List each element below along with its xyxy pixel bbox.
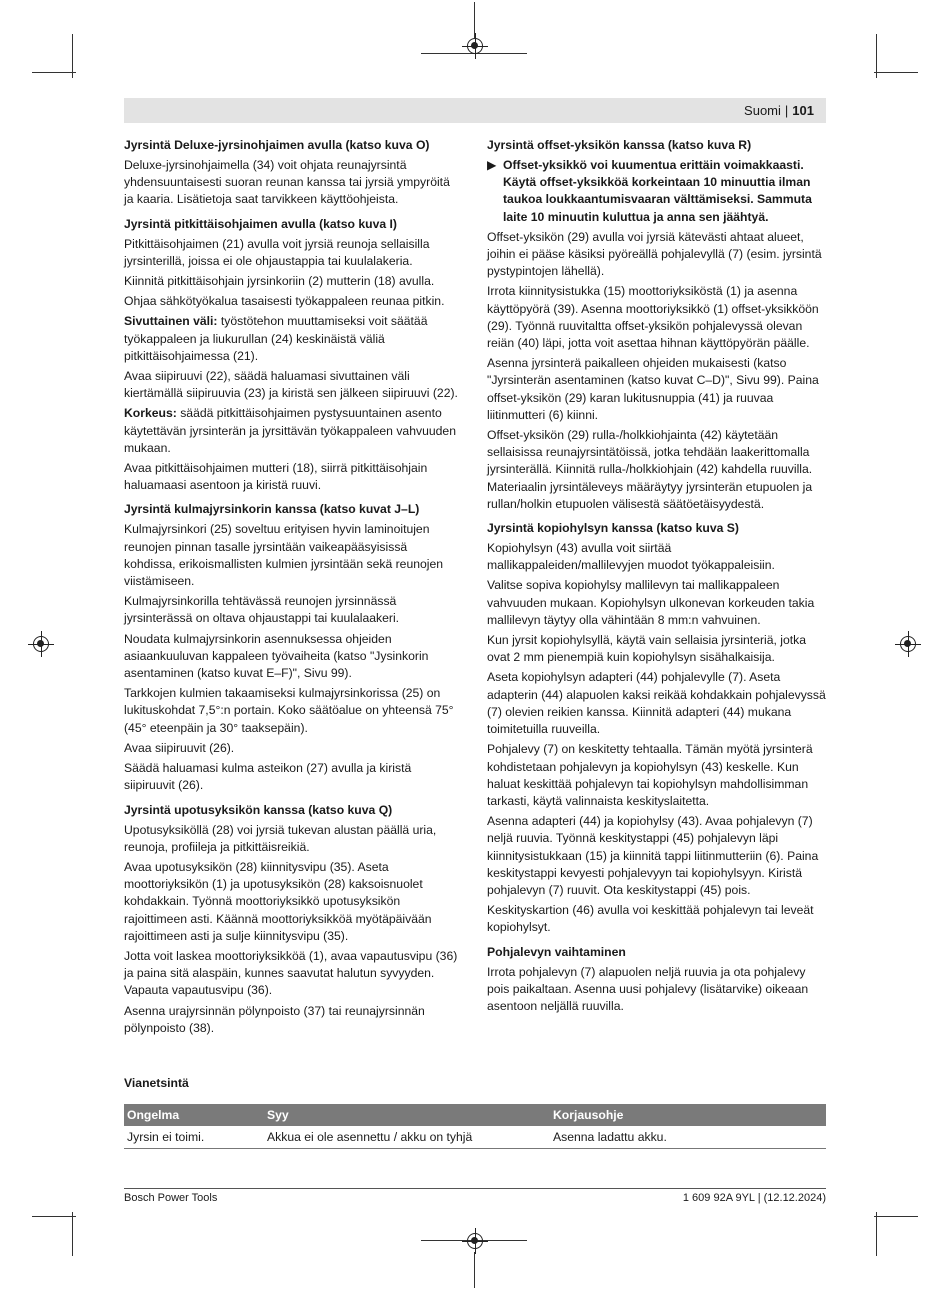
paragraph: Asenna jyrsinterä paikalleen ohjeiden mukaisesti (katso "Jyrsinterän asentaminen (katso kuvat C–D)", Sivu 99). Paina offset-yksikön (29) karan lukitusnuppia (41) ja ruuvaa liitinmutteri (6) kiinni.: [487, 356, 819, 422]
paragraph: Tarkkojen kulmien takaamiseksi kulmajyrsinkorissa (25) on lukituskohdat 7,5°:n portain. Koko säätöalue on yhteensä 75° (45° eteenpäin ja 30° taaksepäin).: [124, 686, 454, 735]
table-cell-solution: Asenna ladattu akku.: [550, 1126, 826, 1149]
section-title: Pohjalevyn vaihtaminen: [487, 944, 626, 959]
paragraph: Keskityskartion (46) avulla voi keskittää pohjalevyn tai leveät kopiohylsyt.: [487, 903, 814, 935]
section-title: Jyrsintä upotusyksikön kanssa (katso kuva Q): [124, 802, 393, 817]
paragraph: Pohjalevy (7) on keskitetty tehtaalla. Tämän myötä jyrsinterä kohdistetaan pohjalevyn ja kopiohylsyn (43) keskelle. Kun haluat keskittää pohjalevyn tai kopiohylsyn mahdollisimman tarkasti, käytä valinnaista keskityslaitetta.: [487, 742, 813, 808]
registration-mark-icon: [467, 38, 483, 54]
paragraph: Kopiohylsyn (43) avulla voit siirtää mallikappaleiden/mallilevyjen muodot työkappaleisiin.: [487, 541, 775, 573]
table-header-row: [124, 1104, 826, 1126]
paragraph: Aseta kopiohylsyn adapteri (44) pohjalevylle (7). Aseta adapterin (44) alapuolen kaksi reikää kohdakkain pohjalevyssä (7) olevien reikien kanssa. Kiinnitä adapteri (44) mukana toimitetuilla ruuveilla.: [487, 670, 826, 737]
paragraph: Pitkittäisohjaimen (21) avulla voit jyrsiä reunoja sellaisilla jyrsinterillä, joissa ei ole ohjaustappia tai kuulalakeria.: [124, 236, 430, 268]
paragraph: Avaa upotusyksikön (28) kiinnitysvipu (35). Aseta moottoriyksikön (1) ja upotusyksikön (28) kaksoisnuolet kohdakkain. Työnnä moottoriyksikkö upotusyksikön rajoittimeen asti. Käännä moottoriyksikköä myötäpäivään rajoittimeen asti ja sulje kiinnitysvipu (35).: [124, 859, 432, 943]
paragraph: Säädä haluamasi kulma asteikon (27) avulla ja kiristä siipiruuvit (26).: [124, 761, 412, 793]
paragraph-lead: Korkeus:: [124, 406, 177, 421]
footer-brand: Bosch Power Tools: [124, 1192, 218, 1204]
paragraph: Jotta voit laskea moottoriyksikköä (1), avaa vapautusvipu (36) ja paina sitä alaspäin, kunnes saavutat halutun syvyyden. Vapauta vapautusvipu (36).: [124, 948, 458, 998]
left-column: [124, 137, 458, 1040]
crop-mark: [32, 1216, 76, 1217]
paragraph: Avaa pitkittäisohjaimen mutteri (18), siirrä pitkittäisohjain haluamaasi asentoon ja kiristä ruuvi.: [124, 461, 428, 493]
section-title: Jyrsintä kulmajyrsinkorin kanssa (katso kuvat J–L): [124, 502, 420, 517]
crop-mark: [874, 72, 918, 73]
paragraph: Irrota kiinnitysistukka (15) moottoriyksiköstä (1) ja asenna käyttöpyörä (39). Asenna moottoriyksikkö (1) offset-yksikköön (29). Työnnä ruuvitaltta offset-yksikön pohjalevyssä olevan reiän (40) läpi, jotta voit asettaa hihnan käyttöpyörän päälle.: [487, 284, 819, 351]
paragraph-lead: Sivuttainen väli:: [124, 314, 218, 329]
warning-note: [487, 157, 826, 226]
bullet-triangle-icon: ▶: [487, 158, 497, 172]
paragraph-body: työstötehon muuttamiseksi voit säätää työkappaleen ja liukurullan (24) keskinäistä väliä pitkittäisohjaimessa (21).: [124, 314, 428, 363]
section-title: Jyrsintä pitkittäisohjaimen avulla (katso kuva I): [124, 216, 397, 231]
paragraph: Irrota pohjalevyn (7) alapuolen neljä ruuvia ja ota pohjalevy pois paikaltaan. Asenna uusi pohjalevy (lisätarvike) oikeaan asentoon neljällä ruuvilla.: [487, 964, 809, 1013]
paragraph: Avaa siipiruuvi (22), säädä haluamasi sivuttainen väli kiertämällä siipiruuvia (23) ja kiristä sen jälkeen siipiruuvi (22).: [124, 369, 458, 401]
crop-mark: [72, 1212, 73, 1256]
registration-mark-icon: [467, 1233, 483, 1249]
paragraph: Offset-yksikön (29) avulla voi jyrsiä kätevästi ahtaat alueet, joihin ei pääse käsiksi pyöreällä pohjalevyllä (7) (esim. jyrsintä pystypintojen lähellä).: [487, 229, 822, 279]
section-title: Jyrsintä offset-yksikön kanssa (katso kuva R): [487, 138, 752, 152]
column-header-solution: Korjausohje: [550, 1104, 826, 1126]
crop-mark: [874, 1216, 918, 1217]
paragraph: Kulmajyrsinkorilla tehtävässä reunojen jyrsinnässä jyrsinterässä on oltava ohjaustappi tai kuulalaakeri.: [124, 594, 400, 626]
page-number: 101: [792, 103, 814, 118]
troubleshooting-title: Vianetsintä: [124, 1076, 189, 1090]
paragraph: Kun jyrsit kopiohylsyllä, käytä vain sellaisia jyrsinteriä, jotka ovat 2 mm pienempiä kuin kopiohylsyn sisähalkaisija.: [487, 633, 807, 665]
paragraph: Ohjaa sähkötyökalua tasaisesti työkappaleen reunaa pitkin.: [124, 294, 445, 309]
troubleshooting-table: [124, 1104, 826, 1149]
paragraph: Offset-yksikön (29) rulla-/holkkiohjainta (42) käytetään sellaisissa reunajyrsintätöissä, jotka tehdään laakerittomalla jyrsinterällä. Kiinnitä rulla-/holkkiohjain (42) kahdella ruuvilla. Materiaalin jyrsintäleveys määräytyy jyrsinterän etupuolen ja rullan/holkin etupuolen välisestä säätöetäisyydestä.: [487, 428, 813, 511]
paragraph: Valitse sopiva kopiohylsy mallilevyn tai mallikappaleen vahvuuden mukaan. Kopiohylsyn ulkonevan korkeuden takia mallilevyn täytyy olla vähintään 8 mm:n vahvuinen.: [487, 578, 815, 627]
table-cell-cause: Akkua ei ole asennettu / akku on tyhjä: [264, 1126, 550, 1149]
paragraph: [124, 313, 458, 365]
column-header-problem: Ongelma: [124, 1104, 264, 1126]
table-row: [124, 1126, 826, 1149]
paragraph: Noudata kulmajyrsinkorin asennuksessa ohjeiden asiaankuuluvan kappaleen työvaiheita (katso "Jysinkorin asentaminen (katso kuvat E–F)", Sivu 99).: [124, 631, 429, 681]
paragraph: Upotusyksiköllä (28) voi jyrsiä tukevan alustan päällä uria, reunoja, profiileja ja pitkittäisreikiä.: [124, 822, 437, 854]
footer-doc-number: 1 609 92A 9YL | (12.12.2024): [682, 1192, 826, 1204]
paragraph: Asenna adapteri (44) ja kopiohylsy (43). Avaa pohjalevyn (7) neljä ruuvia. Työnnä keskitystappi (45) pohjalevyn läpi kiinnitysistukkaan (15) ja kiinnitä tappi liitinmutteriin (6). Paina keskitystappi kevyesti pohjalevyyn tai kopiohylsyyn. Kiristä pohjalevyn (7) ruuvit. Ota keskitystappi (45) pois.: [487, 814, 819, 897]
page-header: Suomi | 101: [744, 103, 814, 118]
paragraph: Kulmajyrsinkori (25) soveltuu erityisen hyvin laminoitujen reunojen pinnan tasalle jyrsintään vaikeapääsyisissä kohdissa, erikoismallisten kulmien jyrsintään sekä reunojen viistämiseen.: [124, 522, 444, 589]
right-column: [487, 137, 826, 1018]
paragraph: Asenna urajyrsinnän pölynpoisto (37) tai reunajyrsinnän pölynpoisto (38).: [124, 1003, 425, 1035]
paragraph: Avaa siipiruuvit (26).: [124, 740, 235, 755]
registration-mark-icon: [900, 636, 916, 652]
section-title: Jyrsintä Deluxe-jyrsinohjaimen avulla (katso kuva O): [124, 138, 430, 152]
section-title: Jyrsintä kopiohylsyn kanssa (katso kuva S): [487, 521, 739, 536]
paragraph: Kiinnitä pitkittäisohjain jyrsinkoriin (2) mutterin (18) avulla.: [124, 274, 435, 289]
table-cell-problem: Jyrsin ei toimi.: [124, 1126, 264, 1149]
crop-mark: [474, 1252, 475, 1288]
paragraph-body: säädä pitkittäisohjaimen pystysuuntainen asento käytettävän jyrsinterän ja jyrsittävän työkappaleen vahvuuden mukaan.: [124, 406, 456, 455]
header-band: [124, 98, 826, 123]
footer-rule: [124, 1188, 826, 1189]
warning-text: Offset-yksikkö voi kuumentua erittäin voimakkaasti. Käytä offset-yksikköä korkeintaan 10 minuuttia ilman taukoa loukkaantumisvaaran välttämiseksi. Sammuta laite 10 minuutin kuluttua ja anna sen jäähtyä.: [503, 158, 812, 224]
paragraph: Deluxe-jyrsinohjaimella (34) voit ohjata reunajyrsintä yhdensuuntaisesti suoran reunan kanssa tai jyrsiä ympyröitä ja kaaria. Lisätietoja saat tarvikkeen käyttöohjeista.: [124, 158, 450, 207]
crop-mark: [876, 1212, 877, 1256]
crop-mark: [32, 72, 76, 73]
paragraph: [124, 405, 458, 457]
header-language: Suomi: [744, 103, 781, 118]
column-header-cause: Syy: [264, 1104, 550, 1126]
registration-mark-icon: [33, 636, 49, 652]
